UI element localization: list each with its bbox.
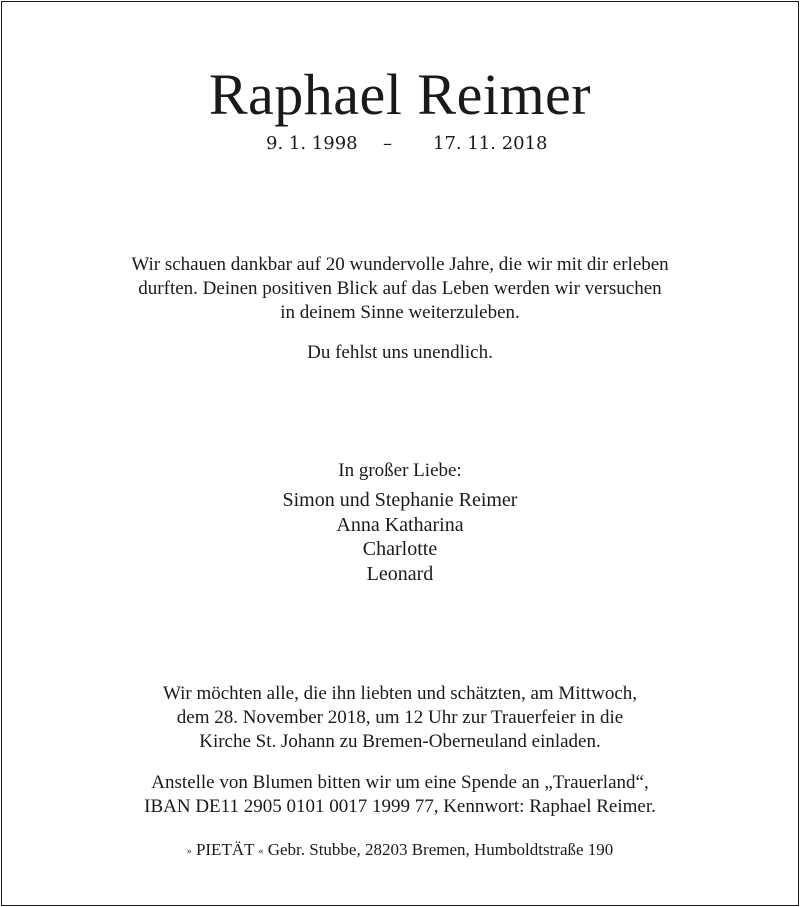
intro-line: Wir schauen dankbar auf 20 wundervolle Jahre, die wir mit dir erleben [131,254,669,275]
mourner-name: Simon und Stephanie Reimer [282,489,518,511]
mourner-name: Leonard [366,562,434,585]
close-guillemet: « [258,846,264,857]
love-label-text: In großer Liebe: [338,460,462,481]
miss-line: Du fehlst uns unendlich. [307,342,493,363]
intro-text [0,253,800,325]
deceased-name: Raphael Reimer [208,62,592,127]
undertaker-firm: PIETÄT [195,840,255,859]
invitation-line: Wir möchten alle, die ihn liebten und schätzten, am Mittwoch, [162,683,638,704]
life-dates [0,132,800,156]
intro-line: durften. Deinen positiven Blick auf das Leben werden wir versuchen [138,278,662,299]
date-separator: – [383,133,392,154]
open-guillemet: » [186,846,192,857]
donation-line: Anstelle von Blumen bitten wir um eine Spende an „Trauerland“, [151,772,649,793]
love-label [0,459,800,483]
intro-line: in deinem Sinne weiterzuleben. [280,302,520,323]
invitation-line: dem 28. November 2018, um 12 Uhr zur Trauerfeier in die [176,707,624,728]
birth-date: 9. 1. 1998 [266,133,358,154]
mourner-name: Anna Katharina [336,513,464,536]
death-date: 17. 11. 2018 [433,133,548,154]
mourner-name: Charlotte [362,538,438,560]
invitation-text [0,682,800,754]
mourner-list [0,488,800,586]
undertaker-details: Gebr. Stubbe, 28203 Bremen, Humboldtstraße 190 [267,840,614,859]
donation-text [0,771,800,819]
miss-text [0,341,800,365]
donation-line: IBAN DE11 2905 0101 0017 1999 77, Kennwort: Raphael Reimer. [144,796,656,817]
invitation-line: Kirche St. Johann zu Bremen-Oberneuland einladen. [199,731,601,752]
undertaker-line [0,839,800,863]
